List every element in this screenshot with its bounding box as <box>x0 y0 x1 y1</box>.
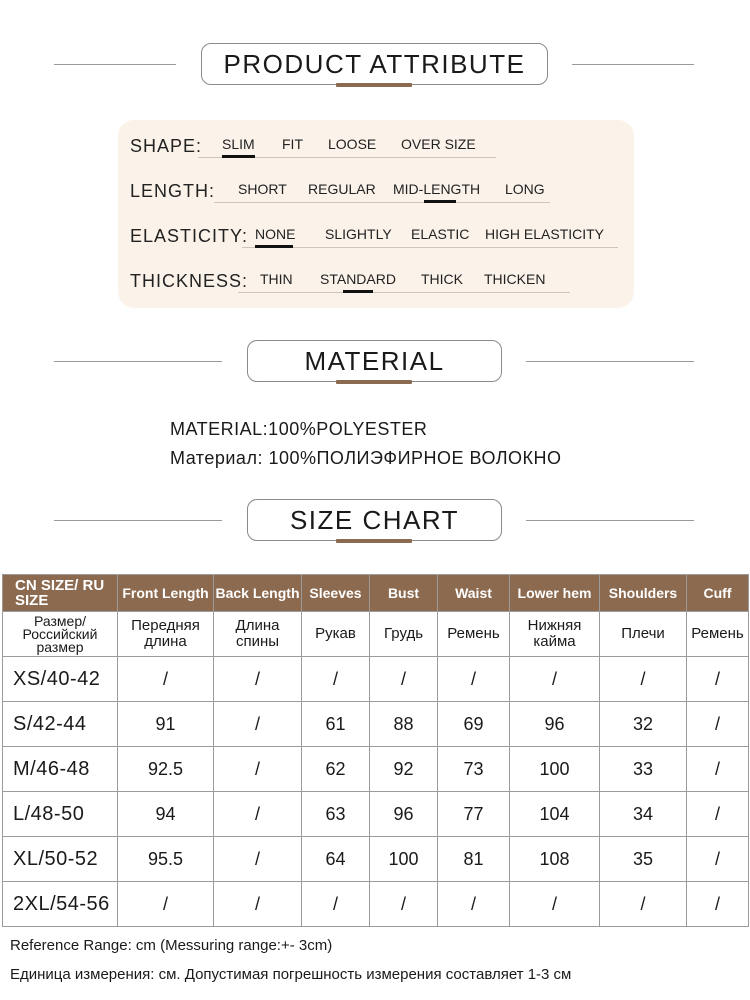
value-cell: 63 <box>302 792 370 837</box>
value-cell: 35 <box>600 837 687 882</box>
value-cell: 32 <box>600 702 687 747</box>
value-cell: / <box>370 882 438 927</box>
section-title: PRODUCT ATTRIBUTE <box>201 43 548 85</box>
value-cell: / <box>214 702 302 747</box>
value-cell: / <box>687 747 749 792</box>
value-cell: 69 <box>438 702 510 747</box>
value-cell: 91 <box>118 702 214 747</box>
value-cell: 100 <box>510 747 600 792</box>
header-cell: Shoulders <box>600 575 687 612</box>
header-cell: Грудь <box>370 612 438 657</box>
attribute-box <box>118 120 634 308</box>
value-cell: 88 <box>370 702 438 747</box>
table-row <box>3 837 749 882</box>
header-cell: Back Length <box>214 575 302 612</box>
divider-left <box>54 361 222 362</box>
selected-marker <box>343 290 373 293</box>
header-cell: Bust <box>370 575 438 612</box>
attr-row-length <box>118 175 634 205</box>
attr-label: SHAPE: <box>130 136 203 156</box>
header-cell: Cuff <box>687 575 749 612</box>
header-cell: Front Length <box>118 575 214 612</box>
attr-option: NONE <box>255 226 296 242</box>
material-text-en: MATERIAL:100%POLYESTER <box>170 419 428 439</box>
table-row <box>3 747 749 792</box>
attr-option: SLIM <box>222 136 255 152</box>
value-cell: 62 <box>302 747 370 792</box>
divider-right <box>526 361 694 362</box>
value-cell: / <box>510 657 600 702</box>
attr-row-shape <box>118 130 634 160</box>
value-cell: 96 <box>510 702 600 747</box>
product-attribute-header <box>0 43 750 87</box>
value-cell: / <box>687 837 749 882</box>
value-cell: 33 <box>600 747 687 792</box>
attr-label: ELASTICITY: <box>130 226 249 246</box>
size-table <box>2 574 749 927</box>
value-cell: / <box>302 882 370 927</box>
header-cell: Размер/ Российский размер <box>3 612 118 657</box>
header-row-en <box>3 575 749 612</box>
size-cell: 2XL/54-56 <box>3 882 118 927</box>
attr-rule <box>242 247 618 248</box>
header-cell: CN SIZE/ RU SIZE <box>3 575 118 612</box>
header-cell: Waist <box>438 575 510 612</box>
attr-option: STANDARD <box>320 271 396 287</box>
header-row-ru <box>3 612 749 657</box>
table-row <box>3 882 749 927</box>
value-cell: / <box>214 792 302 837</box>
value-cell: 100 <box>370 837 438 882</box>
size-cell: XL/50-52 <box>3 837 118 882</box>
size-cell: M/46-48 <box>3 747 118 792</box>
attr-option: REGULAR <box>308 181 376 197</box>
header-cell: Нижняя кайма <box>510 612 600 657</box>
size-chart-header <box>0 499 750 543</box>
value-cell: / <box>687 882 749 927</box>
attr-rule <box>238 292 570 293</box>
value-cell: / <box>214 837 302 882</box>
header-cell: Lower hem <box>510 575 600 612</box>
attr-option: MID-LENGTH <box>393 181 481 197</box>
header-cell: Sleeves <box>302 575 370 612</box>
value-cell: / <box>214 747 302 792</box>
header-cell: Рукав <box>302 612 370 657</box>
value-cell: / <box>118 657 214 702</box>
attr-option: LOOSE <box>328 136 377 152</box>
header-cell: Ремень <box>687 612 749 657</box>
attr-row-elasticity <box>118 220 634 250</box>
selected-marker <box>424 200 456 203</box>
attr-option: THICKEN <box>484 271 546 287</box>
value-cell: 81 <box>438 837 510 882</box>
value-cell: / <box>214 657 302 702</box>
size-cell: XS/40-42 <box>3 657 118 702</box>
value-cell: / <box>687 657 749 702</box>
value-cell: 96 <box>370 792 438 837</box>
header-cell: Длина спины <box>214 612 302 657</box>
attr-option: THICK <box>421 271 463 287</box>
attr-option: ELASTIC <box>411 226 470 242</box>
size-cell: L/48-50 <box>3 792 118 837</box>
value-cell: / <box>370 657 438 702</box>
value-cell: / <box>438 657 510 702</box>
value-cell: 34 <box>600 792 687 837</box>
value-cell: / <box>600 657 687 702</box>
attr-option: SHORT <box>238 181 287 197</box>
reference-note-en: Reference Range: cm (Messuring range:+- 3cm) <box>10 937 333 954</box>
value-cell: 64 <box>302 837 370 882</box>
attr-option: SLIGHTLY <box>325 226 392 242</box>
section-title: SIZE CHART <box>247 499 502 541</box>
value-cell: 108 <box>510 837 600 882</box>
material-header <box>0 340 750 384</box>
value-cell: 92.5 <box>118 747 214 792</box>
value-cell: 73 <box>438 747 510 792</box>
attr-option: HIGH ELASTICITY <box>485 226 605 242</box>
section-title: MATERIAL <box>247 340 502 382</box>
value-cell: 104 <box>510 792 600 837</box>
divider-left <box>54 64 176 65</box>
attr-label: THICKNESS: <box>130 271 249 291</box>
value-cell: / <box>510 882 600 927</box>
selected-marker <box>222 155 255 158</box>
material-text-ru: Материал: 100%ПОЛИЭФИРНОЕ ВОЛОКНО <box>170 448 562 468</box>
title-underline <box>336 83 412 87</box>
value-cell: 77 <box>438 792 510 837</box>
size-cell: S/42-44 <box>3 702 118 747</box>
attr-rule <box>214 202 550 203</box>
divider-right <box>572 64 694 65</box>
value-cell: / <box>438 882 510 927</box>
title-underline <box>336 380 412 384</box>
header-cell: Плечи <box>600 612 687 657</box>
attr-option: FIT <box>282 136 303 152</box>
header-cell: Передняя длина <box>118 612 214 657</box>
table-row <box>3 792 749 837</box>
value-cell: 61 <box>302 702 370 747</box>
value-cell: 95.5 <box>118 837 214 882</box>
table-row <box>3 702 749 747</box>
reference-note-ru: Единица измерения: см. Допустимая погрешность измерения составляет 1-3 см <box>10 966 572 983</box>
value-cell: / <box>214 882 302 927</box>
divider-right <box>526 520 694 521</box>
value-cell: / <box>687 792 749 837</box>
attr-option: THIN <box>260 271 293 287</box>
attr-option: LONG <box>505 181 545 197</box>
attr-row-thickness <box>118 265 634 295</box>
divider-left <box>54 520 222 521</box>
header-cell: Ремень <box>438 612 510 657</box>
value-cell: / <box>687 702 749 747</box>
value-cell: / <box>302 657 370 702</box>
table-row <box>3 657 749 702</box>
value-cell: 94 <box>118 792 214 837</box>
value-cell: / <box>118 882 214 927</box>
value-cell: 92 <box>370 747 438 792</box>
selected-marker <box>255 245 293 248</box>
title-underline <box>336 539 412 543</box>
attr-option: OVER SIZE <box>401 136 476 152</box>
attr-label: LENGTH: <box>130 181 216 201</box>
value-cell: / <box>600 882 687 927</box>
